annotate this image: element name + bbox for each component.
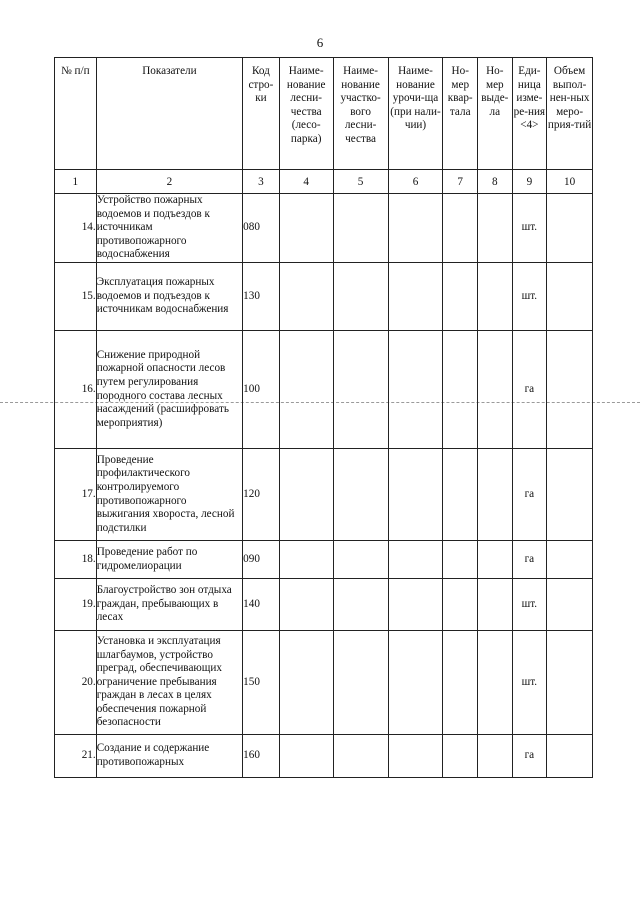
column-index: 5 bbox=[333, 170, 388, 194]
tract-cell bbox=[388, 449, 443, 541]
column-index: 10 bbox=[547, 170, 593, 194]
district-forestry-cell bbox=[333, 541, 388, 579]
tract-cell bbox=[388, 631, 443, 735]
forestry-cell bbox=[279, 631, 333, 735]
table-row bbox=[55, 263, 593, 331]
column-index: 6 bbox=[388, 170, 443, 194]
table-row bbox=[55, 735, 593, 778]
forestry-cell bbox=[279, 263, 333, 331]
line-code-cell: 080 bbox=[243, 194, 280, 263]
volume-cell bbox=[547, 735, 593, 778]
header-cell: Код стро-ки bbox=[243, 58, 280, 170]
header-cell: Наиме-нование участко-вого лесни-чества bbox=[333, 58, 388, 170]
quarter-cell bbox=[443, 331, 478, 449]
district-forestry-cell bbox=[333, 449, 388, 541]
column-index: 3 bbox=[243, 170, 280, 194]
header-cell: Но-мер квар-тала bbox=[443, 58, 478, 170]
allotment-cell bbox=[478, 541, 513, 579]
row-number: 15. bbox=[55, 263, 97, 331]
allotment-cell bbox=[478, 263, 513, 331]
page-number: 6 bbox=[316, 35, 324, 50]
allotment-cell bbox=[478, 194, 513, 263]
fire-prevention-table bbox=[54, 57, 593, 778]
row-number: 16. bbox=[55, 331, 97, 449]
table-row bbox=[55, 449, 593, 541]
unit-cell: шт. bbox=[512, 631, 547, 735]
quarter-cell bbox=[443, 541, 478, 579]
row-number: 20. bbox=[55, 631, 97, 735]
line-code-cell: 160 bbox=[243, 735, 280, 778]
volume-cell bbox=[547, 194, 593, 263]
forestry-cell bbox=[279, 449, 333, 541]
tract-cell bbox=[388, 735, 443, 778]
row-number: 18. bbox=[55, 541, 97, 579]
indicator-cell: Создание и содержание противопожарных bbox=[96, 735, 242, 778]
line-code-cell: 150 bbox=[243, 631, 280, 735]
forestry-cell bbox=[279, 541, 333, 579]
indicator-cell: Проведение работ по гидромелиорации bbox=[96, 541, 242, 579]
indicator-cell: Проведение профилактического контролируемого противопожарного выжигания хвороста, лесной подстилки bbox=[96, 449, 242, 541]
column-index: 4 bbox=[279, 170, 333, 194]
indicator-cell: Эксплуатация пожарных водоемов и подъездов к источникам водоснабжения bbox=[96, 263, 242, 331]
column-index: 8 bbox=[478, 170, 513, 194]
volume-cell bbox=[547, 449, 593, 541]
table-row bbox=[55, 541, 593, 579]
allotment-cell bbox=[478, 579, 513, 631]
allotment-cell bbox=[478, 735, 513, 778]
table-row bbox=[55, 579, 593, 631]
unit-cell: шт. bbox=[512, 263, 547, 331]
row-number: 21. bbox=[55, 735, 97, 778]
allotment-cell bbox=[478, 331, 513, 449]
column-index: 2 bbox=[96, 170, 242, 194]
row-number: 19. bbox=[55, 579, 97, 631]
line-code-cell: 120 bbox=[243, 449, 280, 541]
table-row bbox=[55, 331, 593, 449]
indicator-cell: Благоустройство зон отдыха граждан, пребывающих в лесах bbox=[96, 579, 242, 631]
table-row bbox=[55, 194, 593, 263]
row-number: 17. bbox=[55, 449, 97, 541]
volume-cell bbox=[547, 263, 593, 331]
indicator-cell: Устройство пожарных водоемов и подъездов к источникам противопожарного водоснабжения bbox=[96, 194, 242, 263]
forestry-cell bbox=[279, 579, 333, 631]
quarter-cell bbox=[443, 579, 478, 631]
tract-cell bbox=[388, 541, 443, 579]
forestry-cell bbox=[279, 331, 333, 449]
line-code-cell: 140 bbox=[243, 579, 280, 631]
header-cell: Объем выпол-нен-ных меро-прия-тий bbox=[547, 58, 593, 170]
header-cell: № п/п bbox=[55, 58, 97, 170]
unit-cell: шт. bbox=[512, 194, 547, 263]
column-index: 1 bbox=[55, 170, 97, 194]
quarter-cell bbox=[443, 194, 478, 263]
unit-cell: га bbox=[512, 331, 547, 449]
district-forestry-cell bbox=[333, 631, 388, 735]
forestry-cell bbox=[279, 735, 333, 778]
district-forestry-cell bbox=[333, 263, 388, 331]
quarter-cell bbox=[443, 631, 478, 735]
tract-cell bbox=[388, 331, 443, 449]
allotment-cell bbox=[478, 449, 513, 541]
forestry-cell bbox=[279, 194, 333, 263]
quarter-cell bbox=[443, 449, 478, 541]
district-forestry-cell bbox=[333, 579, 388, 631]
table-row bbox=[55, 631, 593, 735]
quarter-cell bbox=[443, 735, 478, 778]
line-code-cell: 100 bbox=[243, 331, 280, 449]
volume-cell bbox=[547, 579, 593, 631]
indicator-cell: Снижение природной пожарной опасности лесов путем регулирования породного состава лесных насаждений (расшифровать мероприятия) bbox=[96, 331, 242, 449]
line-code-cell: 130 bbox=[243, 263, 280, 331]
header-cell: Еди-ница изме-ре-ния <4> bbox=[512, 58, 547, 170]
column-index: 9 bbox=[512, 170, 547, 194]
allotment-cell bbox=[478, 631, 513, 735]
quarter-cell bbox=[443, 263, 478, 331]
header-row bbox=[55, 58, 593, 170]
header-cell: Но-мер выде-ла bbox=[478, 58, 513, 170]
line-code-cell: 090 bbox=[243, 541, 280, 579]
unit-cell: га bbox=[512, 449, 547, 541]
tract-cell bbox=[388, 194, 443, 263]
volume-cell bbox=[547, 331, 593, 449]
tract-cell bbox=[388, 263, 443, 331]
column-index: 7 bbox=[443, 170, 478, 194]
district-forestry-cell bbox=[333, 331, 388, 449]
unit-cell: га bbox=[512, 541, 547, 579]
unit-cell: га bbox=[512, 735, 547, 778]
row-number: 14. bbox=[55, 194, 97, 263]
header-cell: Наиме-нование лесни-чества (лесо-парка) bbox=[279, 58, 333, 170]
tract-cell bbox=[388, 579, 443, 631]
district-forestry-cell bbox=[333, 194, 388, 263]
indicator-cell: Установка и эксплуатация шлагбаумов, устройство преград, обеспечивающих ограничение пребывания граждан в лесах в целях обеспечения пожарной безопасности bbox=[96, 631, 242, 735]
header-cell: Показатели bbox=[96, 58, 242, 170]
volume-cell bbox=[547, 541, 593, 579]
volume-cell bbox=[547, 631, 593, 735]
column-index-row bbox=[55, 170, 593, 194]
district-forestry-cell bbox=[333, 735, 388, 778]
unit-cell: шт. bbox=[512, 579, 547, 631]
header-cell: Наиме-нование урочи-ща (при нали-чии) bbox=[388, 58, 443, 170]
